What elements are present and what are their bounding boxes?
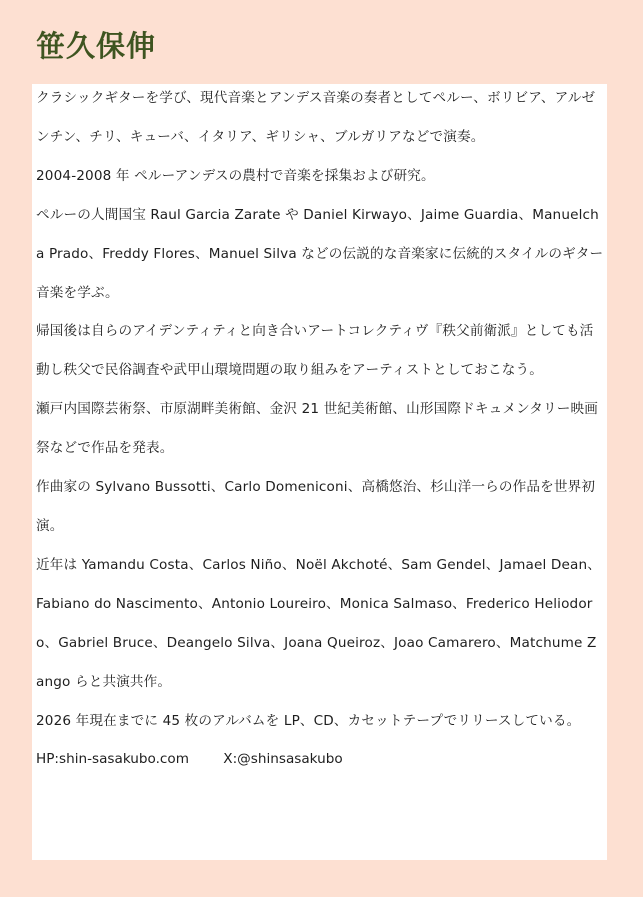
- bio-paragraph-research: 2004-2008 年 ペルーアンデスの農村で音楽を採集および研究。: [36, 167, 435, 184]
- bio-paragraph-training: クラシックギターを学び、現代音楽とアンデス音楽の奏者としてペルー、ボリビア、アルゼンチン、チリ、キューバ、イタリア、ギリシャ、ブルガリアなどで演奏。: [36, 90, 596, 145]
- contact-links: [36, 740, 604, 779]
- bio-paragraph-teachers: ペルーの人間国宝 Raul Garcia Zarate や Daniel Kirwayo、Jaime Guardia、Manuelcha Prado、Freddy Flores、Manuel Silva などの伝説的な音楽家に伝統的スタイルのギター音楽を学ぶ。: [36, 206, 604, 301]
- biography-panel: [32, 84, 607, 860]
- bio-paragraph-chichibu: 帰国後は自らのアイデンティティと向き合いアートコレクティヴ『秩父前衛派』としても活動し秩父で民俗調査や武甲山環境問題の取り組みをアーティストとしておこなう。: [36, 323, 594, 379]
- bio-paragraph-albums: 2026 年現在までに 45 枚のアルバムを LP、CD、カセットテープでリリースしている。: [36, 712, 581, 729]
- bio-paragraph-premieres: 作曲家の Sylvano Bussotti、Carlo Domeniconi、高橋悠治、杉山洋一らの作品を世界初演。: [36, 479, 596, 534]
- page-title: 笹久保伸: [36, 29, 157, 63]
- bio-paragraph-exhibitions: 瀬戸内国際芸術祭、市原湖畔美術館、金沢 21 世紀美術館、山形国際ドキュメンタリー映画祭などで作品を発表。: [36, 401, 598, 457]
- x-account-link[interactable]: X:@shinsasakubo: [223, 751, 343, 768]
- bio-paragraph-collaborations: 近年は Yamandu Costa、Carlos Niño、Noël Akchoté、Sam Gendel、Jamael Dean、Fabiano do Nascimento、Antonio Loureiro、Monica Salmaso、Frederico Heliodoro、Gabriel Bruce、Deangelo Silva、Joana Queiroz、Joao Camarero、Matchume Zango らと共演共作。: [36, 556, 601, 690]
- homepage-link[interactable]: HP:shin-sasakubo.com: [36, 751, 189, 768]
